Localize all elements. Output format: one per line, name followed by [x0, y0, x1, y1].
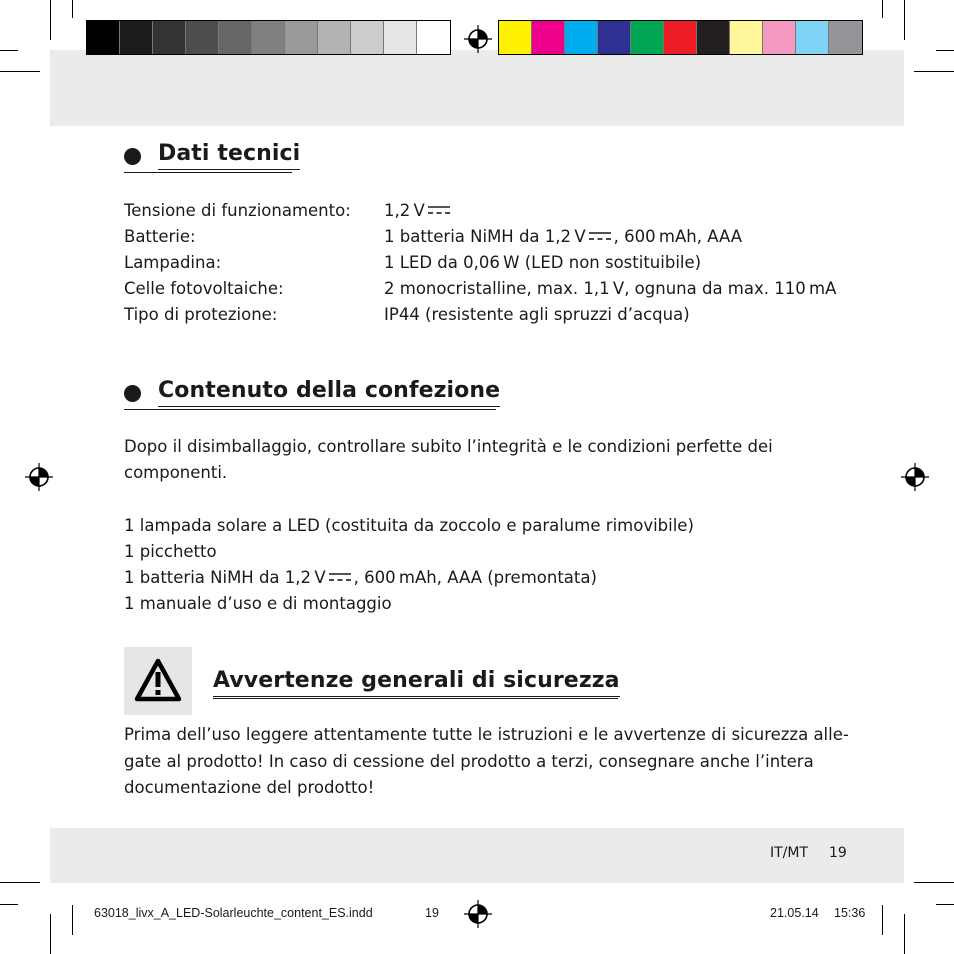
safety-text-line: documentazione del prodotto! [124, 778, 375, 797]
color-swatch [186, 21, 219, 54]
heading-rule [124, 172, 292, 173]
crop-mark [904, 0, 905, 40]
crop-mark [0, 904, 18, 905]
technical-data-heading-text: Dati tecnici [158, 141, 300, 170]
contents-intro-line: Dopo il disimballaggio, controllare subito l’integrità e le condizioni perfette dei [124, 437, 773, 456]
crop-mark [904, 914, 905, 954]
heading-bullet-icon [124, 148, 141, 165]
crop-mark [914, 882, 954, 883]
list-item [124, 565, 597, 591]
registration-mark-icon [464, 25, 492, 53]
registration-mark-icon [464, 900, 492, 928]
crop-mark [914, 71, 954, 72]
color-swatch [318, 21, 351, 54]
warning-triangle-icon [124, 647, 192, 715]
heading-bullet-icon [124, 385, 141, 402]
dc-symbol-icon [427, 205, 451, 215]
heading-rule [213, 698, 618, 699]
package-contents-heading-text: Contenuto della confezione [158, 378, 500, 407]
color-swatch [120, 21, 153, 54]
crop-mark [50, 0, 51, 40]
file-page: 19 [425, 906, 439, 920]
color-swatch [532, 21, 565, 54]
process-color-bar [498, 20, 863, 55]
file-date: 21.05.14 [770, 906, 819, 920]
spec-value [384, 302, 690, 328]
crop-mark [72, 905, 73, 935]
registration-mark-icon [901, 463, 929, 491]
crop-mark [72, 0, 73, 18]
color-swatch [730, 21, 763, 54]
file-time: 15:36 [834, 906, 866, 920]
technical-data-heading [158, 141, 300, 166]
crop-mark [882, 0, 883, 18]
spec-value-text: 1 LED da 0,06 W (LED non sostituibile) [384, 253, 702, 272]
spec-label: Tipo di protezione: [124, 305, 278, 324]
list-item: 1 picchetto [124, 542, 217, 561]
spec-label: Celle fotovoltaiche: [124, 279, 284, 298]
color-swatch [417, 21, 450, 54]
spec-label: Batterie: [124, 227, 196, 246]
warning-icon-box [124, 647, 192, 715]
safety-text-line: gate al prodotto! In caso di cessione del prodotto a terzi, consegnare anche l’intera [124, 752, 814, 771]
color-swatch [829, 21, 862, 54]
spec-value-text: IP44 (resistente agli spruzzi d’acqua) [384, 305, 690, 324]
crop-mark [0, 50, 18, 51]
spec-value-text: 2 monocristalline, max. 1,1 V, ognuna da max. 110 mA [384, 279, 837, 298]
color-swatch [499, 21, 532, 54]
color-swatch [153, 21, 186, 54]
spec-value-text: 1,2 V [384, 201, 425, 220]
crop-mark [0, 71, 40, 72]
dc-symbol-icon [328, 572, 352, 582]
safety-text-line: Prima dell’uso leggere attentamente tutte le istruzioni e le avvertenze di sicurezza alle- [124, 725, 849, 744]
crop-mark [936, 50, 954, 51]
color-swatch [285, 21, 318, 54]
dc-symbol-icon [588, 231, 612, 241]
color-swatch [565, 21, 598, 54]
registration-mark-icon [25, 463, 53, 491]
spec-label: Lampadina: [124, 253, 222, 272]
color-swatch [87, 21, 120, 54]
color-swatch [252, 21, 285, 54]
spec-value [384, 276, 836, 302]
header-band [50, 50, 904, 126]
spec-value-text: 1 batteria NiMH da 1,2 V [384, 227, 586, 246]
color-swatch [384, 21, 417, 54]
crop-mark [0, 882, 40, 883]
contents-intro-line: componenti. [124, 463, 228, 482]
heading-rule [124, 409, 496, 410]
list-item-text: , 600 mAh, AAA (premontata) [353, 568, 597, 587]
crop-mark [882, 905, 883, 935]
color-swatch [219, 21, 252, 54]
list-item-text: 1 batteria NiMH da 1,2 V [124, 568, 326, 587]
file-name: 63018_livx_A_LED-Solarleuchte_content_ES.indd [94, 906, 373, 920]
color-swatch [598, 21, 631, 54]
crop-mark [50, 914, 51, 954]
safety-heading-text: Avvertenze generali di sicurezza [213, 668, 620, 697]
list-item: 1 lampada solare a LED (costituita da zoccolo e paralume rimovibile) [124, 516, 694, 535]
color-swatch [631, 21, 664, 54]
spec-value [384, 198, 453, 224]
package-contents-heading [158, 378, 500, 403]
spec-value [384, 224, 742, 250]
page-lang: IT/MT [770, 845, 809, 861]
page-number: 19 [829, 845, 847, 861]
color-swatch [664, 21, 697, 54]
spec-value [384, 250, 701, 276]
color-swatch [697, 21, 730, 54]
list-item: 1 manuale d’uso e di montaggio [124, 594, 392, 613]
spec-value-text: , 600 mAh, AAA [613, 227, 742, 246]
grayscale-color-bar [86, 20, 451, 55]
safety-heading [213, 668, 620, 693]
spec-label: Tensione di funzionamento: [124, 201, 351, 220]
crop-mark [936, 904, 954, 905]
color-swatch [351, 21, 384, 54]
color-swatch [763, 21, 796, 54]
color-swatch [796, 21, 829, 54]
